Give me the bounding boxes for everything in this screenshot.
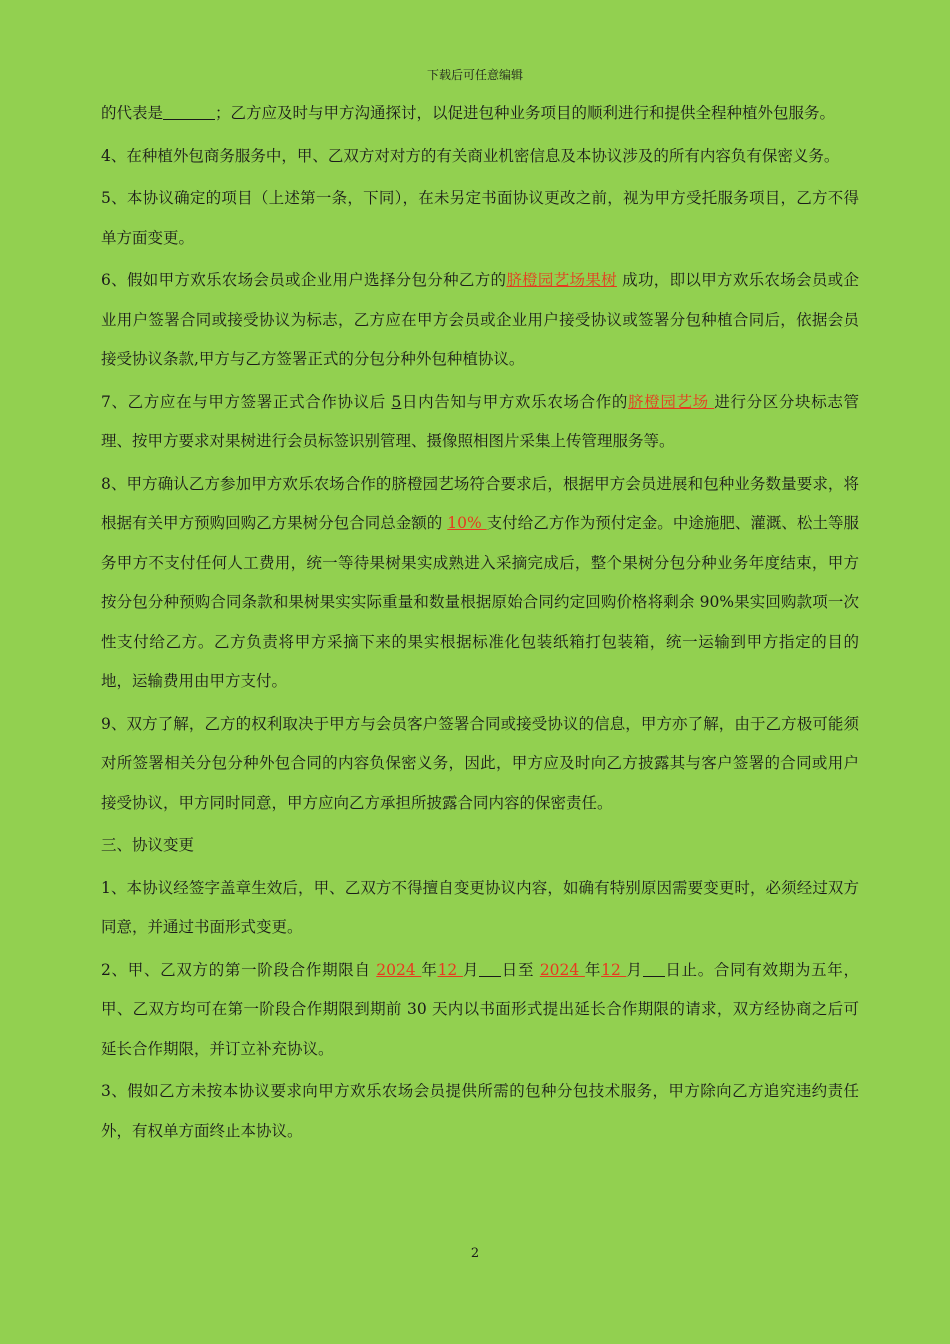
start-month: 12	[437, 960, 463, 979]
highlight-orchard-2: 脐橙园艺场	[628, 392, 715, 411]
paragraph-7: 7、乙方应在与甲方签署正式合作协议后 5日内告知与甲方欢乐农场合作的脐橙园艺场 进行分区分块标志管理、按甲方要求对果树进行会员标签识别管理、摄像照相图片采集上传管理服务等。	[101, 392, 859, 450]
end-day-blank	[643, 960, 665, 977]
paragraph-4: 4、在种植外包商务服务中，甲、乙双方对对方的有关商业机密信息及本协议涉及的所有内容负有保密义务。	[101, 146, 840, 165]
start-day-blank	[479, 960, 501, 977]
page-number: 2	[470, 1246, 480, 1261]
end-month: 12	[601, 960, 627, 979]
highlight-orchard: 脐橙园艺场果树	[506, 271, 617, 289]
paragraph-5: 5、本协议确定的项目（上述第一条，下同），在未另定书面协议更改之前，视为甲方受托服务项目，乙方不得单方面变更。	[101, 189, 859, 247]
paragraph-6: 6、假如甲方欢乐农场会员或企业用户选择分包分种乙方的脐橙园艺场果树 成功，即以甲方欢乐农场会员或企业用户签署合同或接受协议为标志，乙方应在甲方会员或企业用户接受协议或签署分包种植合同后，依据会员接受协议条款,甲方与乙方签署正式的分包分种外包种植协议。	[101, 271, 859, 368]
start-year: 2024	[376, 960, 422, 979]
section-heading-3: 三、协议变更	[101, 836, 195, 854]
document-body	[101, 94, 859, 1154]
paragraph-9: 9、双方了解，乙方的权利取决于甲方与会员客户签署合同或接受协议的信息，甲方亦了解，由于乙方极可能须对所签署相关分包分种外包合同的内容负保密义务，因此，甲方应及时向乙方披露其与客户签署的合同或用户接受协议，甲方同时同意，甲方应向乙方承担所披露合同内容的保密责任。	[101, 714, 859, 812]
paragraph-8: 8、甲方确认乙方参加甲方欢乐农场合作的脐橙园艺场符合要求后，根据甲方会员进展和包种业务数量要求，将根据有关甲方预购回购乙方果树分包合同总金额的 10% 支付给乙方作为预付定金。中途施肥、灌溉、松土等服务甲方不支付任何人工费用，统一等待果树果实成熟进入采摘完成后，整个果树分包分种业务年度结束，甲方按分包分种预购合同条款和果树果实实际重量和数量根据原始合同约定回购价格将剩余 90%果实回购款项一次性支付给乙方。乙方负责将甲方采摘下来的果实根据标准化包装纸箱打包装箱，统一运输到甲方指定的目的地，运输费用由甲方支付。	[101, 474, 859, 690]
page-header: 下载后可任意编辑	[426, 68, 523, 82]
paragraph-change-2: 2、甲、乙双方的第一阶段合作期限自 2024 年12 月 日至 2024 年12 月 日止。合同有效期为五年，甲、乙双方均可在第一阶段合作期限到期前 30 天内以书面形式提出延长合作期限的请求，双方经协商之后可延长合作期限，并订立补充协议。	[101, 960, 859, 1058]
days-value: 5	[391, 392, 402, 411]
paragraph-representative: 的代表是 ；乙方应及时与甲方沟通探讨，以促进包种业务项目的顺利进行和提供全程种植外包服务。	[101, 104, 836, 122]
blank-field	[163, 104, 215, 121]
paragraph-change-3: 3、假如乙方未按本协议要求向甲方欢乐农场会员提供所需的包种分包技术服务，甲方除向乙方追究违约责任外，有权单方面终止本协议。	[101, 1082, 859, 1140]
end-year: 2024	[539, 960, 585, 979]
highlight-percent: 10%	[447, 514, 487, 532]
paragraph-change-1: 1、本协议经签字盖章生效后，甲、乙双方不得擅自变更协议内容，如确有特别原因需要变更时，必须经过双方同意，并通过书面形式变更。	[101, 878, 859, 936]
